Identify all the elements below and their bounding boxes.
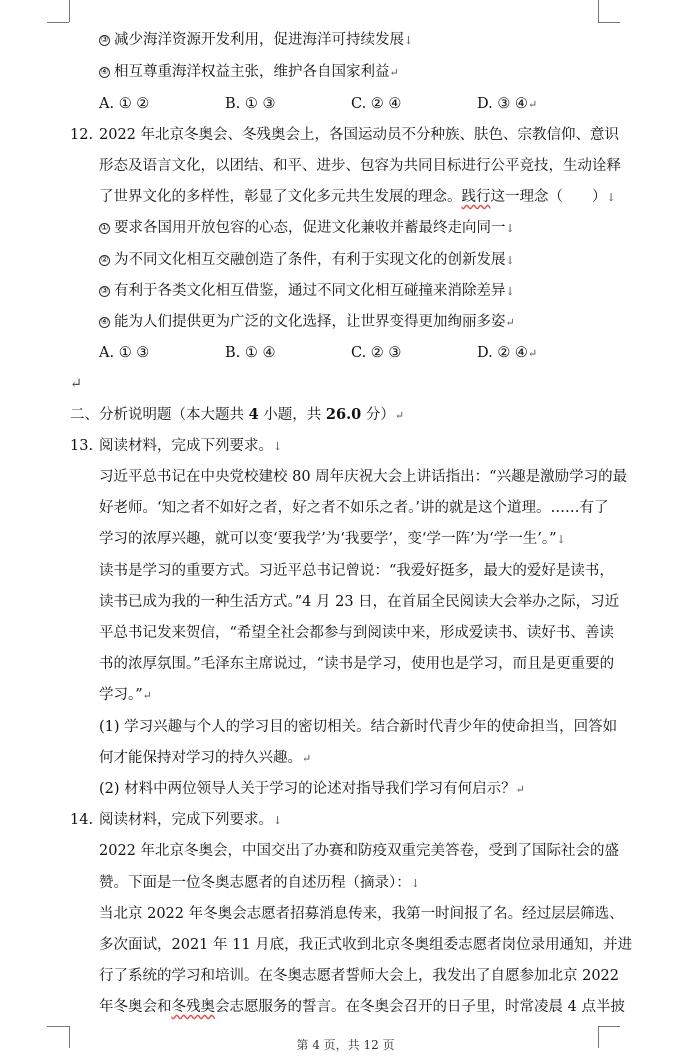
q12-stem-line-1: 2022 年北京冬奥会、冬残奥会上，各国运动员不分种族、肤色、宗教信仰、意识 [99,127,620,143]
q11-item-3: ③ 减少海洋资源开发利用，促进海洋可持续发展↓ [100,32,414,48]
q12-item-1: ① 要求各国用开放包容的心态，促进文化兼收并蓄最终走向同一↓ [100,220,515,236]
q12-option-a: A. ① ③ [99,345,150,361]
q11-item-4: ④ 相互尊重海洋权益主张，维护各自国家利益↵ [100,64,399,80]
q14-material-line-2: 赞。下面是一位冬奥志愿者的自述历程（摘录）：↓ [99,875,420,891]
q14-intro: 阅读材料，完成下列要求。↓ [99,812,283,828]
circled-number: ① [100,223,109,233]
q13-material-line-6: 平总书记发来贺信，“希望全社会都参与到阅读中来，形成爱读书、读好书、善读 [99,625,614,641]
circled-number: ④ [100,67,109,77]
crop-mark-top-right [598,0,599,22]
q11-option-b: B. ① ③ [225,96,276,112]
q14-material-line-3: 当北京 2022 年冬奥会志愿者招募消息传来，我第一时间报了名。经过层层筛选、 [99,906,624,922]
circled-number: ④ [100,317,109,327]
q13-material-line-3: 学习的浓厚兴趣，就可以变‘要我学’为‘我要学’，变‘学一阵’为‘学一生’。”↓ [99,531,566,547]
q13-question-1-line-1: (1) 学习兴趣与个人的学习目的密切相关。结合新时代青少年的使命担当，回答如 [99,719,618,735]
circled-number: ③ [100,286,109,296]
q11-option-d: D. ③ ④↵ [477,96,538,112]
q13-material-line-1: 习近平总书记在中央党校建校 80 周年庆祝大会上讲话指出：“兴趣是激励学习的最 [99,469,628,485]
crop-mark-top-left [69,0,70,22]
crop-mark-bottom-left-h [47,1026,69,1027]
q14-material-line-5: 行了系统的学习和培训。在冬奥志愿者誓师大会上，我发出了自愿参加北京 2022 [99,968,620,984]
circled-number: ③ [100,35,109,45]
q11-option-c: C. ② ④ [351,96,402,112]
q13-intro: 阅读材料，完成下列要求。↓ [99,438,283,454]
q13-question-1-line-2: 何才能保持对学习的持久兴趣。↵ [99,750,312,766]
q14-material-line-6: 年冬奥会和冬残奥会志愿服务的誓言。在冬奥会召开的日子里，时常凌晨 4 点半披 [99,999,625,1015]
q12-option-c: C. ② ③ [351,345,402,361]
q13-material-line-2: 好老师。‘知之者不如好之者，好之者不如乐之者。’讲的就是这个道理。……有了 [99,500,609,516]
section-2-heading: 二、分析说明题（本大题共 4 小题，共 26.0 分）↵ [70,406,405,423]
q14-number: 14. [70,812,94,828]
q13-material-line-4: 读书是学习的重要方式。习近平总书记曾说：“我爱好挺多，最大的爱好是读书， [99,563,614,579]
crop-mark-bottom-right-h [598,1026,620,1027]
crop-mark-top-right-h [598,22,620,23]
q12-number: 12. [70,127,94,143]
q12-option-d: D. ② ④↵ [477,345,538,361]
circled-number: ② [100,255,109,265]
q13-question-2: (2) 材料中两位领导人关于学习的论述对指导我们学习有何启示？↵ [99,781,525,797]
paragraph-mark: ↵ [70,376,83,392]
q12-item-2: ② 为不同文化相互交融创造了条件，有利于实现文化的创新发展↓ [100,252,515,268]
q11-option-a: A. ① ② [99,96,150,112]
q12-item-4: ④ 能为人们提供更为广泛的文化选择，让世界变得更加绚丽多姿↵ [100,314,515,330]
q12-item-3: ③ 有利于各类文化相互借鉴，通过不同文化相互碰撞来消除差异↓ [100,283,515,299]
q13-material-line-7: 书的浓厚氛围。”毛泽东主席说过，“读书是学习，使用也是学习，而且是更重要的 [99,656,615,672]
q13-number: 13. [70,438,94,454]
q13-material-line-8: 学习。”↵ [99,687,152,703]
q12-stem-line-2: 形态及语言文化，以团结、和平、进步、包容为共同目标进行公平竞技，生动诠释 [99,158,621,174]
crop-mark-top-left-h [47,22,69,23]
q12-stem-line-3: 了世界文化的多样性，彰显了文化多元共生发展的理念。践行这一理念（ ）↓ [99,189,616,205]
q13-material-line-5: 读书已成为我的一种生活方式。”4 月 23 日，在首届全民阅读大会举办之际，习近 [99,594,620,610]
q14-material-line-4: 多次面试，2021 年 11 月底，我正式收到北京冬奥组委志愿者岗位录用通知，并进 [99,937,633,953]
page-number-footer: 第 4 页，共 12 页 [296,1038,395,1052]
q12-option-b: B. ① ④ [225,345,276,361]
q14-material-line-1: 2022 年北京冬奥会，中国交出了办赛和防疫双重完美答卷，受到了国际社会的盛 [99,843,620,859]
